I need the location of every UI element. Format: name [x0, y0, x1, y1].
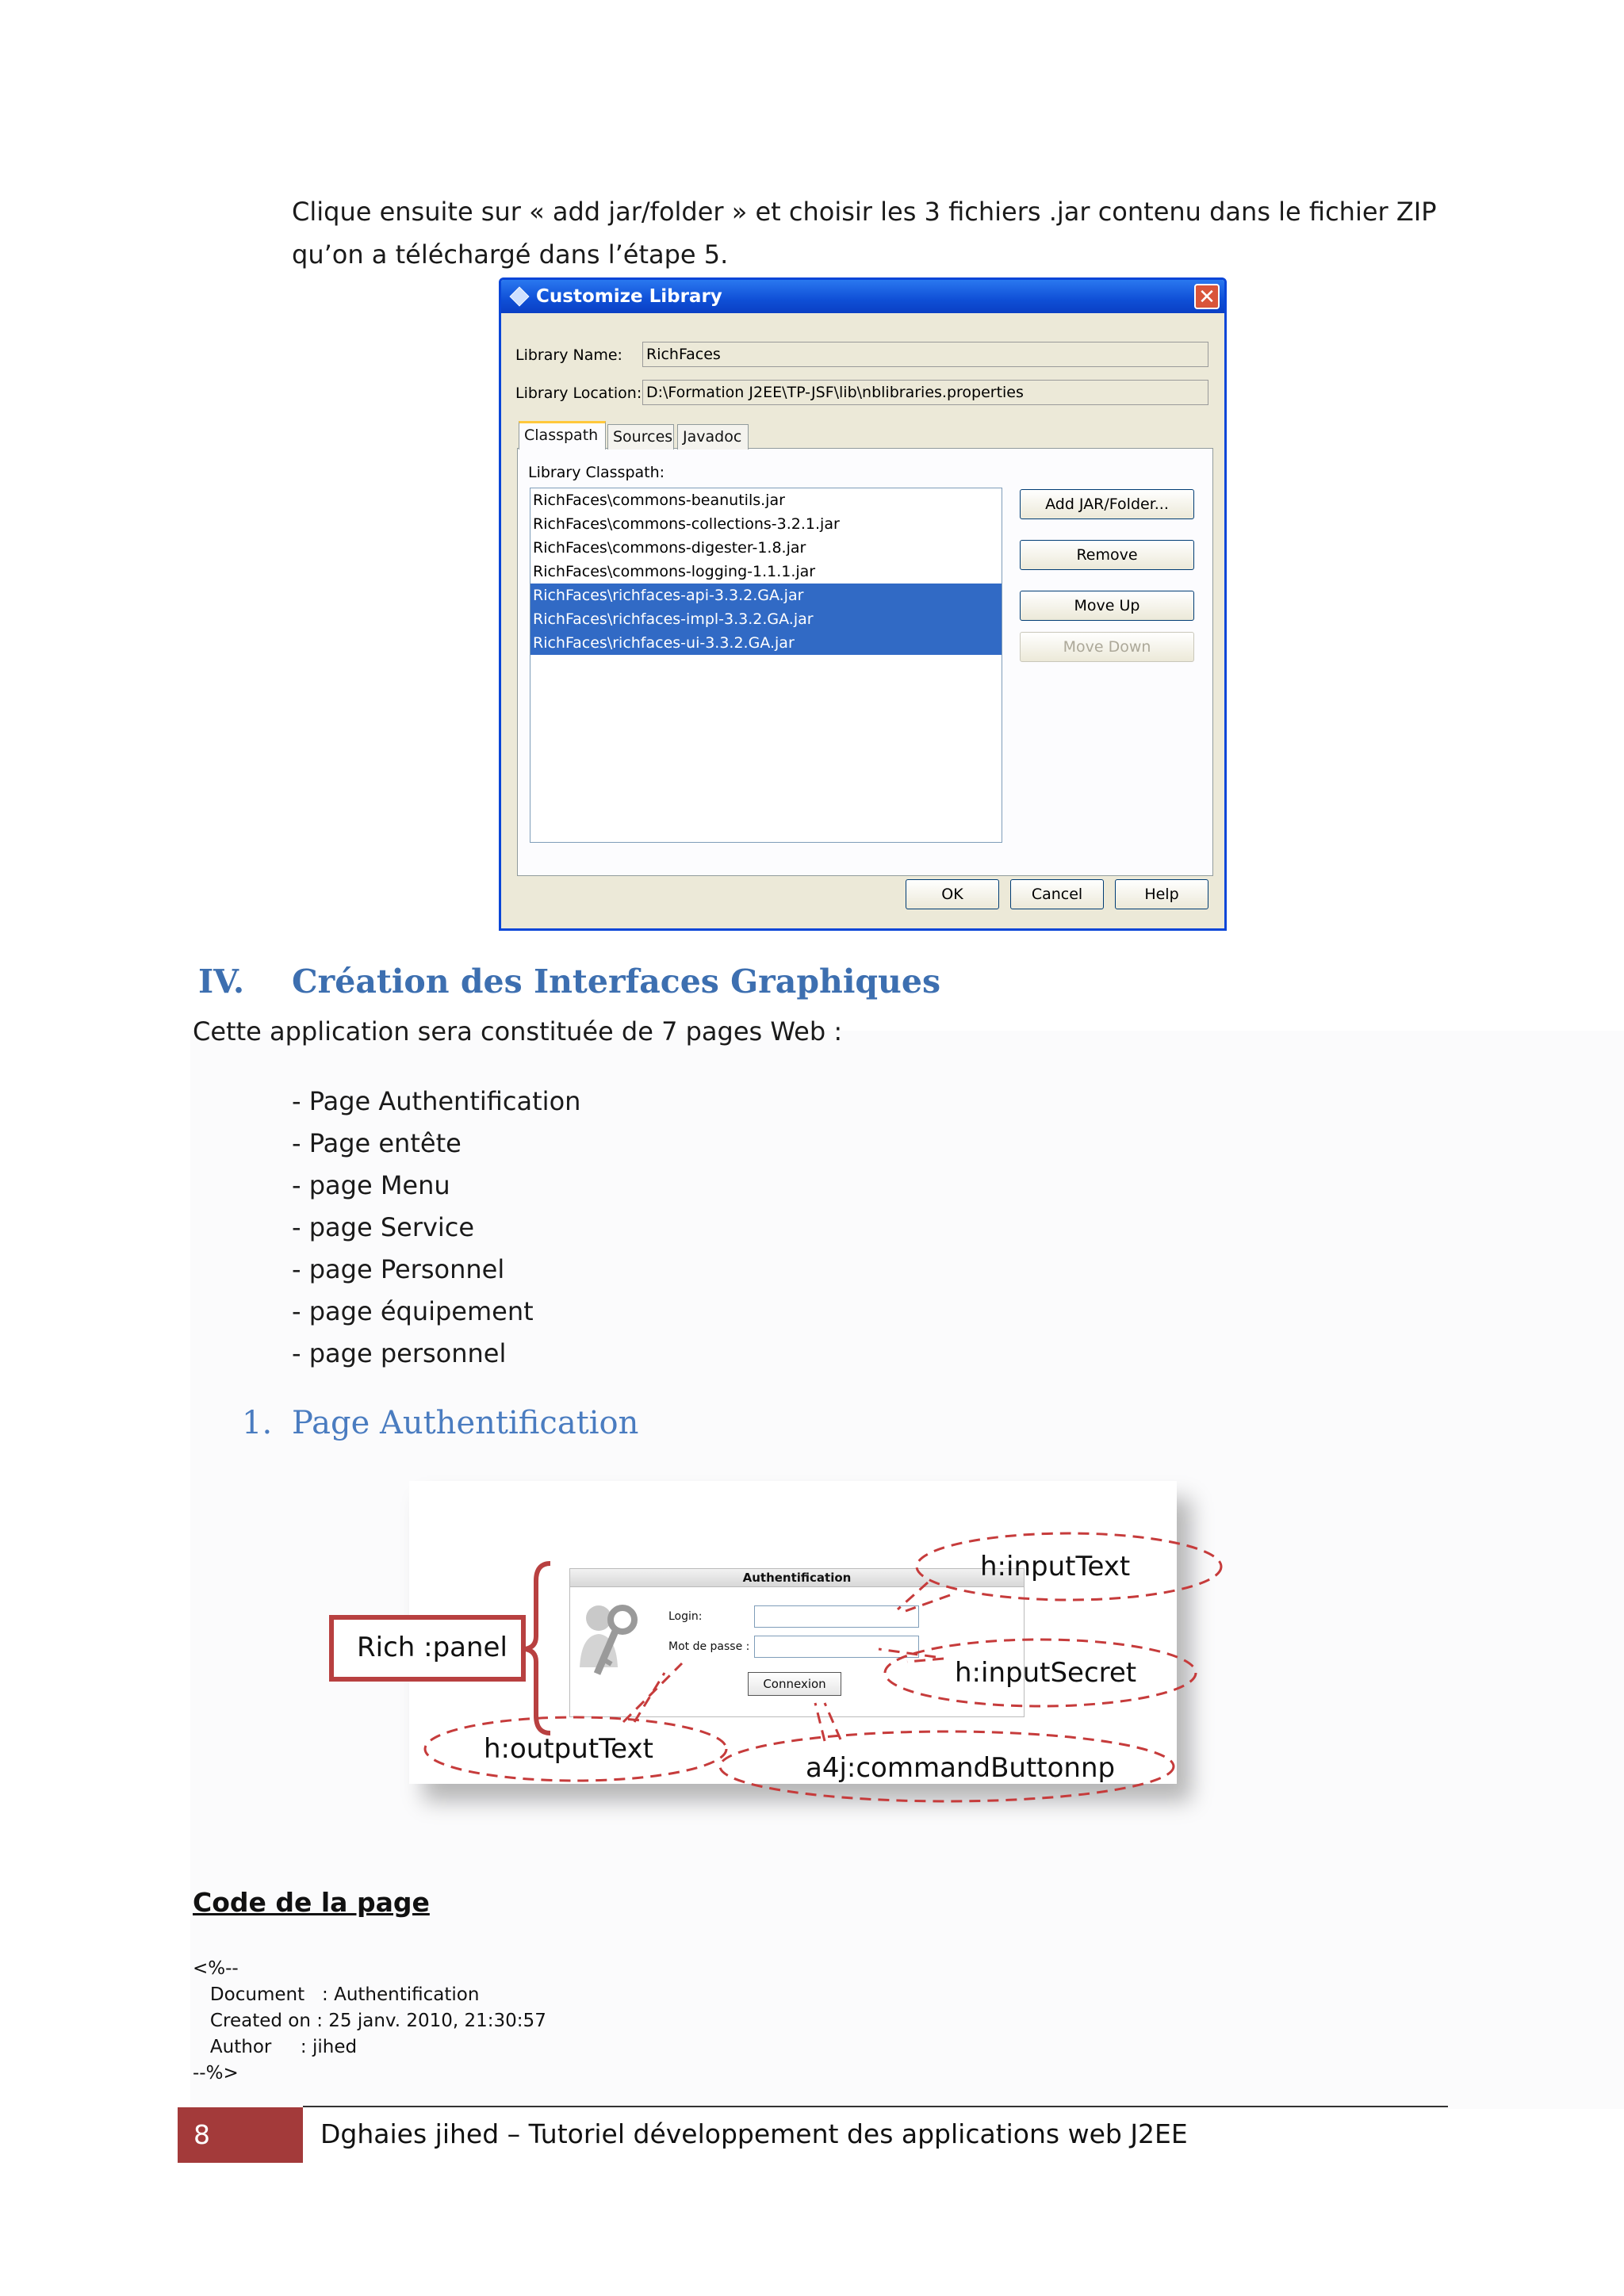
tab-classpath[interactable]: Classpath: [519, 421, 606, 450]
list-item: - page personnel: [292, 1338, 507, 1368]
section-title: Création des Interfaces Graphiques: [292, 962, 941, 1001]
add-jar-folder-button[interactable]: Add JAR/Folder...: [1020, 489, 1194, 519]
list-item[interactable]: RichFaces\commons-beanutils.jar: [533, 492, 785, 509]
list-item: - page Personnel: [292, 1254, 505, 1284]
cancel-button[interactable]: Cancel: [1010, 879, 1104, 909]
ok-button[interactable]: OK: [906, 879, 999, 909]
code-line: <%--: [193, 1958, 239, 1979]
list-item: - Page Authentification: [292, 1086, 581, 1116]
list-item: - Page entête: [292, 1128, 462, 1158]
move-down-button[interactable]: Move Down: [1020, 632, 1194, 662]
list-item-selected[interactable]: RichFaces\richfaces-api-3.3.2.GA.jar: [530, 584, 1002, 607]
list-item-selected[interactable]: RichFaces\richfaces-ui-3.3.2.GA.jar: [530, 631, 1002, 655]
list-item[interactable]: RichFaces\commons-collections-3.2.1.jar: [533, 515, 840, 533]
rich-panel-label: Rich :panel: [357, 1632, 508, 1663]
rich-panel-brace: [525, 1563, 550, 1733]
dialog-title: Customize Library: [536, 286, 722, 307]
help-button[interactable]: Help: [1115, 879, 1208, 909]
auth-panel-title: Authentification: [570, 1569, 1024, 1587]
subsection-title: Page Authentification: [292, 1405, 639, 1441]
close-icon[interactable]: ✕: [1194, 284, 1220, 309]
subsection-number: 1.: [242, 1405, 273, 1441]
list-item: - page Service: [292, 1212, 475, 1242]
library-location-label: Library Location:: [515, 385, 642, 402]
output-text-label: h:outputText: [484, 1733, 653, 1765]
code-line: --%>: [193, 2063, 239, 2084]
library-location-field[interactable]: D:\Formation J2EE\TP-JSF\lib\nblibraries.properties: [642, 380, 1208, 405]
library-name-field[interactable]: RichFaces: [642, 342, 1208, 367]
input-text-label: h:inputText: [980, 1551, 1131, 1582]
connexion-button[interactable]: Connexion: [748, 1672, 841, 1696]
code-line: Created on : 25 janv. 2010, 21:30:57: [193, 2011, 546, 2031]
login-label: Login:: [668, 1610, 703, 1623]
list-item: - page Menu: [292, 1170, 450, 1200]
section-number: IV.: [198, 962, 245, 1001]
page-number-badge: 8: [178, 2107, 303, 2163]
list-item: - page équipement: [292, 1296, 534, 1326]
password-label: Mot de passe :: [668, 1640, 750, 1653]
footer-text: Dghaies jihed – Tutoriel développement des applications web J2EE: [320, 2118, 1188, 2149]
tab-sources[interactable]: Sources: [607, 424, 674, 450]
input-secret-label: h:inputSecret: [955, 1657, 1137, 1689]
section-intro: Cette application sera constituée de 7 pages Web :: [193, 1016, 843, 1047]
intro-line-2: qu’on a téléchargé dans l’étape 5.: [292, 239, 729, 270]
list-item[interactable]: RichFaces\commons-logging-1.1.1.jar: [533, 563, 816, 580]
code-line: Document : Authentification: [193, 1984, 480, 2005]
code-heading: Code de la page: [193, 1887, 430, 1918]
library-classpath-label: Library Classpath:: [528, 464, 665, 481]
code-line: Author : jihed: [193, 2037, 358, 2057]
footer-rule: [303, 2106, 1448, 2107]
list-item-selected[interactable]: RichFaces\richfaces-impl-3.3.2.GA.jar: [530, 607, 1002, 631]
remove-button[interactable]: Remove: [1020, 540, 1194, 570]
intro-line-1: Clique ensuite sur « add jar/folder » et choisir les 3 fichiers .jar contenu dans le fichier ZIP: [292, 197, 1437, 227]
library-name-label: Library Name:: [515, 346, 622, 364]
move-up-button[interactable]: Move Up: [1020, 591, 1194, 621]
tab-javadoc[interactable]: Javadoc: [677, 424, 749, 450]
list-item[interactable]: RichFaces\commons-digester-1.8.jar: [533, 539, 806, 557]
command-button-label: a4j:commandButtonnp: [806, 1752, 1116, 1784]
